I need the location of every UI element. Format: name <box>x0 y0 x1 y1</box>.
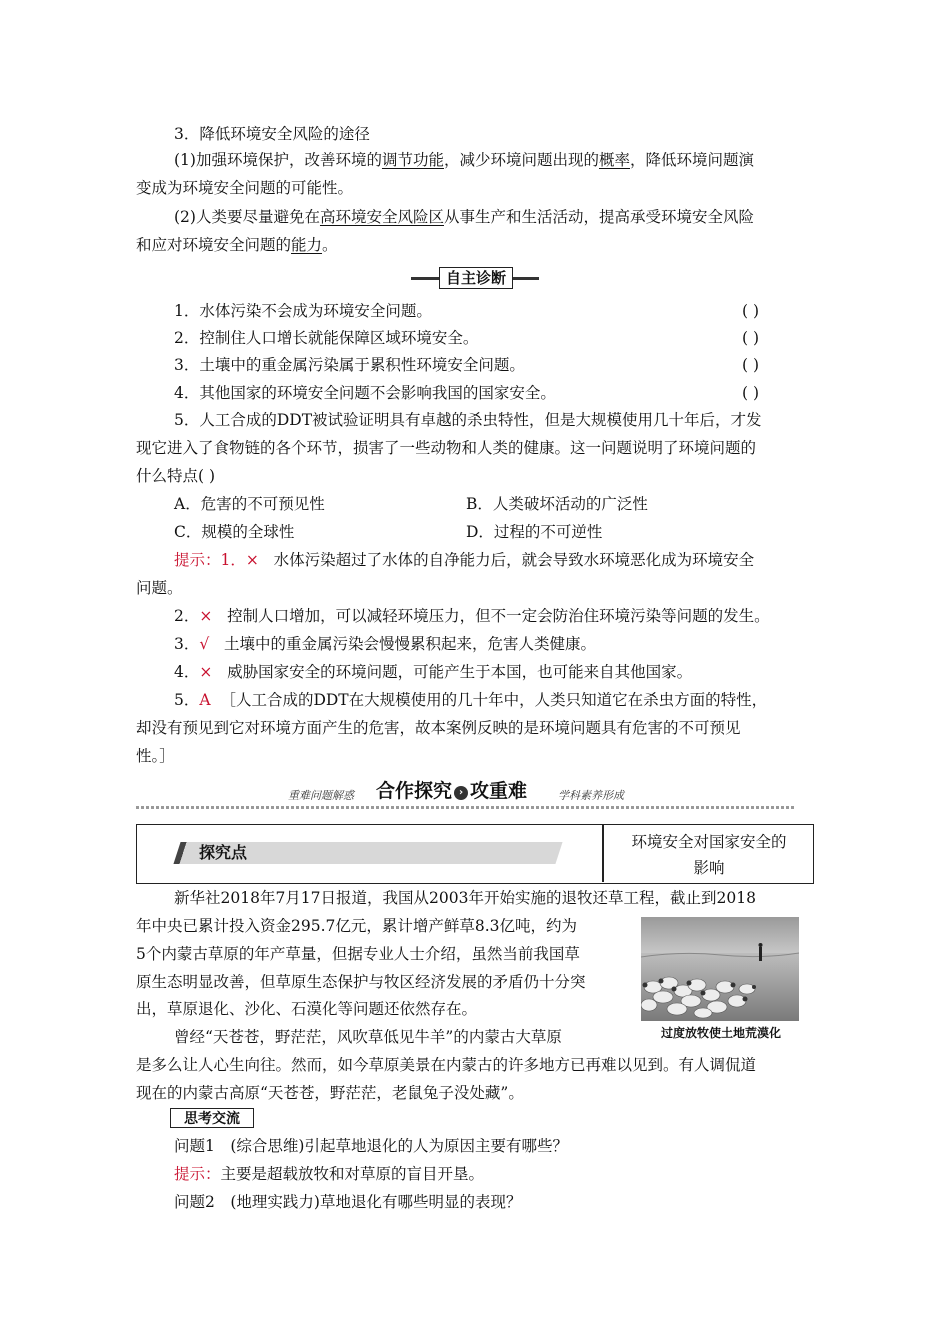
section-title-part-b: 攻重难 <box>470 780 528 802</box>
answer-4 <box>174 662 692 682</box>
text-span: ，减少环境问题出现的 <box>443 151 599 169</box>
answer-text: 水体污染超过了水体的自净能力后，就会导致水环境恶化成为环境安全 <box>273 551 755 569</box>
answer-text: 控制人口增加，可以减轻环境压力，但不一定会防治住环境污染等问题的发生。 <box>227 607 770 625</box>
paragraph-1-line-2: 变成为环境安全问题的可能性。 <box>136 179 354 197</box>
underlined-term: 能力 <box>291 236 323 254</box>
underlined-term: 调节功能 <box>381 151 444 169</box>
explore-topic-line-1: 环境安全对国家安全的 <box>631 833 787 851</box>
banner-bar-right <box>509 277 539 280</box>
article-line-3: 5个内蒙古草原的年产草量，但据专业人士介绍，虽然当前我国草 <box>136 945 580 963</box>
section-header <box>136 778 794 808</box>
section-title <box>376 778 527 804</box>
answer-mark: × <box>199 607 213 625</box>
option-b: B．人类破坏活动的广泛性 <box>466 495 648 513</box>
answer-mark: A <box>199 691 211 709</box>
option-a: A．危害的不可预见性 <box>174 495 325 513</box>
hint-label: 提示： <box>174 1165 221 1183</box>
answer-paren-4: ( ) <box>742 384 760 402</box>
explore-topic <box>607 829 811 881</box>
answer-mark: × <box>199 663 213 681</box>
question-5-line-1: 5．人工合成的DDT被试验证明具有卓越的杀虫特性，但是大规模使用几十年后，才发 <box>174 411 762 429</box>
underlined-term: 高环境安全风险区 <box>319 208 444 226</box>
option-d: D．过程的不可逆性 <box>466 523 603 541</box>
text-span: 。 <box>322 236 338 254</box>
answer-mark: √ <box>199 635 210 653</box>
section-title-part-a: 合作探究 <box>376 780 453 802</box>
answer-1-line-2: 问题。 <box>136 579 183 597</box>
answer-3 <box>174 634 596 654</box>
underlined-term: 概率 <box>599 151 631 169</box>
answer-mark: 1．× <box>220 551 259 569</box>
explore-point-label: 探究点 <box>199 843 248 862</box>
table-divider <box>602 825 604 882</box>
section-right-label: 学科素养形成 <box>558 789 624 802</box>
answer-num: 2． <box>174 607 200 625</box>
answer-2 <box>174 606 770 626</box>
banner-bar-left <box>411 277 441 280</box>
question-5-line-2: 现它进入了食物链的各个环节，损害了一些动物和人类的健康。这一问题说明了环境问题的 <box>136 439 757 457</box>
text-span: (1)加强环境保护，改善环境的 <box>174 151 382 169</box>
hint-label: 提示： <box>174 551 221 569</box>
answer-hint-1 <box>174 1164 484 1184</box>
paragraph-2-line-2 <box>136 235 338 255</box>
answer-5-line-2: 却没有预见到它对环境方面产生的危害，故本案例反映的是环境问题具有危害的不可预见 <box>136 719 741 737</box>
section-left-label: 重难问题解惑 <box>288 789 354 802</box>
question-5-line-3: 什么特点( ) <box>136 467 216 485</box>
explore-topic-line-2: 影响 <box>693 859 725 877</box>
paragraph-1-line-1 <box>174 150 754 170</box>
question-2: 问题2 (地理实践力)草地退化有哪些明显的表现？ <box>174 1193 522 1211</box>
arrow-circle-icon: › <box>454 786 468 800</box>
diagnosis-item-4: 4．其他国家的环境安全问题不会影响我国的国家安全。 <box>174 384 556 402</box>
self-diagnosis-banner <box>411 265 539 289</box>
article-line-8: 现在的内蒙古高原“天苍苍，野茫茫，老鼠兔子没处藏”。 <box>136 1084 524 1102</box>
banner-label: 自主诊断 <box>439 267 513 289</box>
answer-num: 5． <box>174 691 200 709</box>
answer-text: 主要是超载放牧和对草原的盲目开垦。 <box>220 1165 485 1183</box>
option-c: C．规模的全球性 <box>174 523 295 541</box>
answer-5-line-3: 性。］ <box>136 747 175 765</box>
answer-1-line-1 <box>174 550 754 570</box>
article-line-2: 年中央已累计投入资金295.7亿元，累计增产鲜草8.3亿吨，约为 <box>136 917 578 935</box>
section-divider <box>136 806 794 809</box>
heading-3: 3．降低环境安全风险的途径 <box>174 125 370 143</box>
answer-paren-2: ( ) <box>742 329 760 347</box>
text-span: ，降低环境问题演 <box>630 151 755 169</box>
article-line-6: 曾经“天苍苍，野茫茫，风吹草低见牛羊”的内蒙古大草原 <box>174 1028 562 1046</box>
diagnosis-item-2: 2．控制住人口增长就能保障区域环境安全。 <box>174 329 479 347</box>
answer-paren-3: ( ) <box>742 356 760 374</box>
explore-point-table <box>136 824 814 884</box>
article-line-7: 是多么让人心生向往。然而，如今草原美景在内蒙古的许多地方已再难以见到。有人调侃道 <box>136 1056 757 1074</box>
answer-text: 土壤中的重金属污染会慢慢累积起来，危害人类健康。 <box>224 635 597 653</box>
think-exchange-label: 思考交流 <box>170 1108 254 1128</box>
answer-num: 4． <box>174 663 200 681</box>
answer-text: ［人工合成的DDT在大规模使用的几十年中，人类只知道它在杀虫方面的特性， <box>220 691 768 709</box>
grazing-sheep-photo <box>641 917 799 1021</box>
text-span: (2)人类要尽量避免在 <box>174 208 320 226</box>
answer-5-line-1 <box>174 690 767 710</box>
diagnosis-item-1: 1．水体污染不会成为环境安全问题。 <box>174 302 432 320</box>
text-span: 从事生产和生活活动，提高承受环境安全风险 <box>443 208 754 226</box>
diagnosis-item-3: 3．土壤中的重金属污染属于累积性环境安全问题。 <box>174 356 525 374</box>
article-line-1: 新华社2018年7月17日报道，我国从2003年开始实施的退牧还草工程，截止到2018 <box>174 889 756 907</box>
article-line-5: 出，草原退化、沙化、石漠化等问题还依然存在。 <box>136 1000 478 1018</box>
question-1: 问题1 (综合思维)引起草地退化的人为原因主要有哪些？ <box>174 1137 568 1155</box>
answer-text: 威胁国家安全的环境问题，可能产生于本国，也可能来自其他国家。 <box>227 663 693 681</box>
article-line-4: 原生态明显改善，但草原生态保护与牧区经济发展的矛盾仍十分突 <box>136 973 586 991</box>
text-span: 和应对环境安全问题的 <box>136 236 292 254</box>
answer-num: 3． <box>174 635 200 653</box>
photo-caption: 过度放牧使土地荒漠化 <box>660 1026 781 1040</box>
paragraph-2-line-1 <box>174 207 754 227</box>
answer-paren-1: ( ) <box>742 302 760 320</box>
